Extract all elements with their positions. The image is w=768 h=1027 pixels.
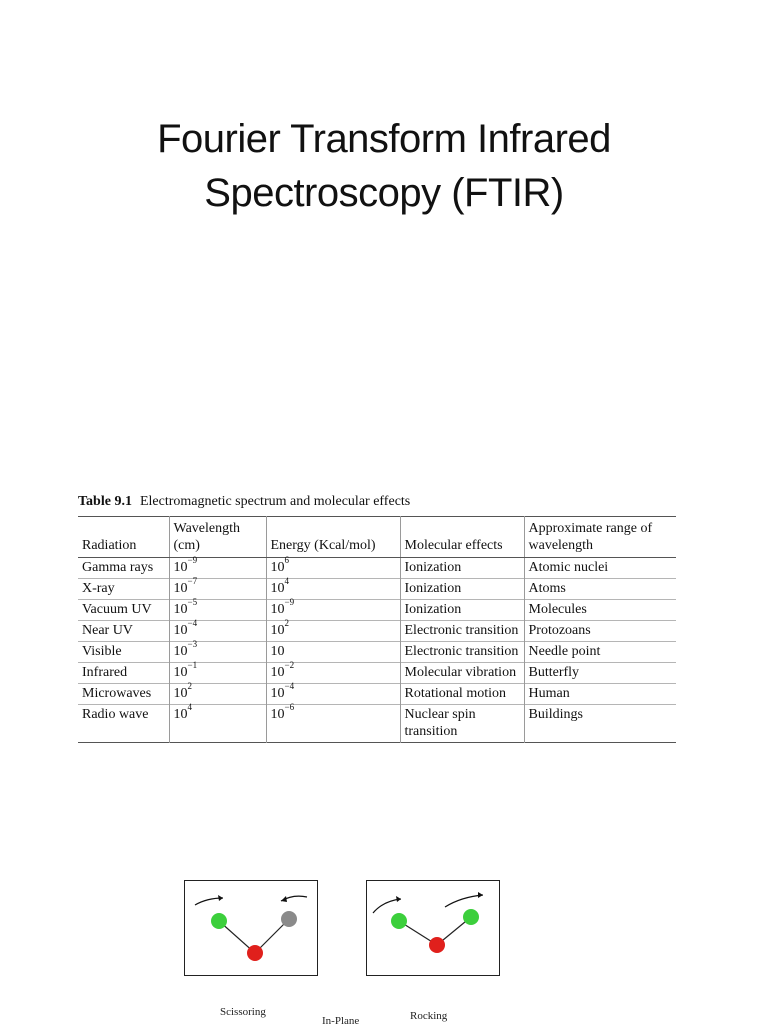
scissoring-diagram	[184, 880, 318, 976]
scissoring-label: Scissoring	[220, 1006, 266, 1018]
cell-approx-range	[524, 600, 676, 621]
cell-radiation	[78, 558, 169, 579]
cell-approx-range	[524, 621, 676, 642]
table-row	[78, 558, 676, 579]
approx-range-text: Butterfly	[528, 665, 580, 680]
molecular-effect-text: Rotational motion	[404, 686, 506, 701]
cell-molecular-effect	[400, 642, 524, 663]
scissoring-illustration	[185, 881, 317, 975]
wavelength-base: 10	[173, 686, 188, 701]
approx-range-text: Human	[528, 686, 570, 701]
energy-base: 10	[270, 560, 285, 575]
rocking-diagram	[366, 880, 500, 976]
wavelength-exponent: 4	[187, 702, 192, 713]
atom-red	[247, 945, 263, 961]
header-radiation: Radiation	[78, 517, 169, 558]
energy-exponent: −6	[284, 702, 295, 713]
slide-title	[0, 112, 768, 220]
table-caption	[78, 492, 678, 512]
rocking-illustration	[367, 881, 499, 975]
radiation-text: Infrared	[82, 665, 128, 680]
cell-molecular-effect	[400, 600, 524, 621]
table-row	[78, 621, 676, 642]
cell-wavelength	[169, 555, 266, 579]
wavelength-exponent: −1	[187, 660, 198, 671]
header-wavelength: Wavelength (cm)	[169, 517, 266, 558]
wavelength-exponent: −5	[187, 597, 198, 608]
molecular-effect-text: Nuclear spin transition	[404, 707, 476, 739]
table-caption-text: Electromagnetic spectrum and molecular effects	[139, 494, 411, 509]
table-number: Table 9.1	[78, 494, 132, 509]
cell-molecular-effect	[400, 705, 524, 743]
slide-title-line-1: Fourier Transform Infrared	[157, 117, 611, 161]
energy-base: 10	[270, 644, 285, 659]
approx-range-text: Atomic nuclei	[528, 560, 609, 575]
cell-radiation	[78, 663, 169, 684]
radiation-text: Radio wave	[82, 707, 149, 722]
approx-range-text: Atoms	[528, 581, 566, 596]
cell-wavelength	[169, 597, 266, 621]
cell-molecular-effect	[400, 621, 524, 642]
table-row	[78, 705, 676, 743]
spectrum-table	[78, 516, 676, 743]
molecular-effect-text: Electronic transition	[404, 644, 519, 659]
cell-molecular-effect	[400, 663, 524, 684]
cell-radiation	[78, 621, 169, 642]
wavelength-base: 10	[173, 623, 188, 638]
atom-green	[211, 913, 227, 929]
cell-wavelength	[169, 618, 266, 642]
cell-molecular-effect	[400, 558, 524, 579]
cell-radiation	[78, 642, 169, 663]
header-molecular-effects: Molecular effects	[400, 517, 524, 558]
table-row	[78, 579, 676, 600]
wavelength-base: 10	[173, 560, 188, 575]
approx-range-text: Protozoans	[528, 623, 591, 638]
spectrum-table-figure	[78, 492, 678, 743]
cell-energy	[266, 702, 400, 743]
energy-exponent: 6	[284, 555, 289, 566]
molecular-effect-text: Electronic transition	[404, 623, 519, 638]
cell-radiation	[78, 684, 169, 705]
rocking-label: Rocking	[410, 1010, 448, 1022]
molecular-effect-text: Ionization	[404, 602, 462, 617]
cell-approx-range	[524, 579, 676, 600]
cell-radiation	[78, 600, 169, 621]
atom-green-right	[463, 909, 479, 925]
slide-title-line-2: Spectroscopy (FTIR)	[204, 171, 564, 215]
molecular-effect-text: Ionization	[404, 560, 462, 575]
approx-range-text: Needle point	[528, 644, 601, 659]
atom-red	[429, 937, 445, 953]
table-row	[78, 684, 676, 705]
cell-approx-range	[524, 642, 676, 663]
molecular-effect-text: Ionization	[404, 581, 462, 596]
cell-approx-range	[524, 684, 676, 705]
energy-exponent: 4	[284, 576, 289, 587]
header-approx-range: Approximate range of wavelength	[524, 517, 676, 558]
cell-wavelength	[169, 681, 266, 705]
wavelength-exponent: −4	[187, 618, 198, 629]
energy-base: 10	[270, 665, 285, 680]
cell-approx-range	[524, 558, 676, 579]
energy-exponent: −4	[284, 681, 295, 692]
wavelength-base: 10	[173, 644, 188, 659]
approx-range-text: Buildings	[528, 707, 583, 722]
approx-range-text: Molecules	[528, 602, 587, 617]
wavelength-exponent: −7	[187, 576, 198, 587]
energy-base: 10	[270, 581, 285, 596]
atom-gray	[281, 911, 297, 927]
cell-radiation	[78, 705, 169, 743]
table-row	[78, 600, 676, 621]
cell-approx-range	[524, 663, 676, 684]
wavelength-exponent: −9	[187, 555, 198, 566]
cell-wavelength	[169, 639, 266, 663]
radiation-text: Microwaves	[82, 686, 152, 701]
wavelength-base: 10	[173, 581, 188, 596]
energy-exponent: −9	[284, 597, 295, 608]
radiation-text: Near UV	[82, 623, 133, 638]
radiation-text: Vacuum UV	[82, 602, 152, 617]
energy-base: 10	[270, 623, 285, 638]
molecular-effect-text: Molecular vibration	[404, 665, 517, 680]
atom-green-left	[391, 913, 407, 929]
cell-radiation	[78, 579, 169, 600]
radiation-text: Visible	[82, 644, 122, 659]
in-plane-label: In-Plane	[322, 1015, 360, 1027]
table-row	[78, 663, 676, 684]
cell-energy	[266, 618, 400, 642]
cell-approx-range	[524, 705, 676, 743]
energy-exponent: 2	[284, 618, 289, 629]
energy-base: 10	[270, 602, 285, 617]
table-row	[78, 642, 676, 663]
wavelength-base: 10	[173, 707, 188, 722]
table-header-row	[78, 517, 676, 558]
header-energy: Energy (Kcal/mol)	[266, 517, 400, 558]
radiation-text: Gamma rays	[82, 560, 154, 575]
wavelength-exponent: −3	[187, 639, 198, 650]
cell-wavelength	[169, 702, 266, 743]
energy-exponent: −2	[284, 660, 295, 671]
radiation-text: X-ray	[82, 581, 115, 596]
wavelength-exponent: 2	[187, 681, 192, 692]
cell-wavelength	[169, 576, 266, 600]
cell-molecular-effect	[400, 579, 524, 600]
wavelength-base: 10	[173, 602, 188, 617]
cell-molecular-effect	[400, 684, 524, 705]
wavelength-base: 10	[173, 665, 188, 680]
energy-base: 10	[270, 686, 285, 701]
energy-base: 10	[270, 707, 285, 722]
cell-wavelength	[169, 660, 266, 684]
